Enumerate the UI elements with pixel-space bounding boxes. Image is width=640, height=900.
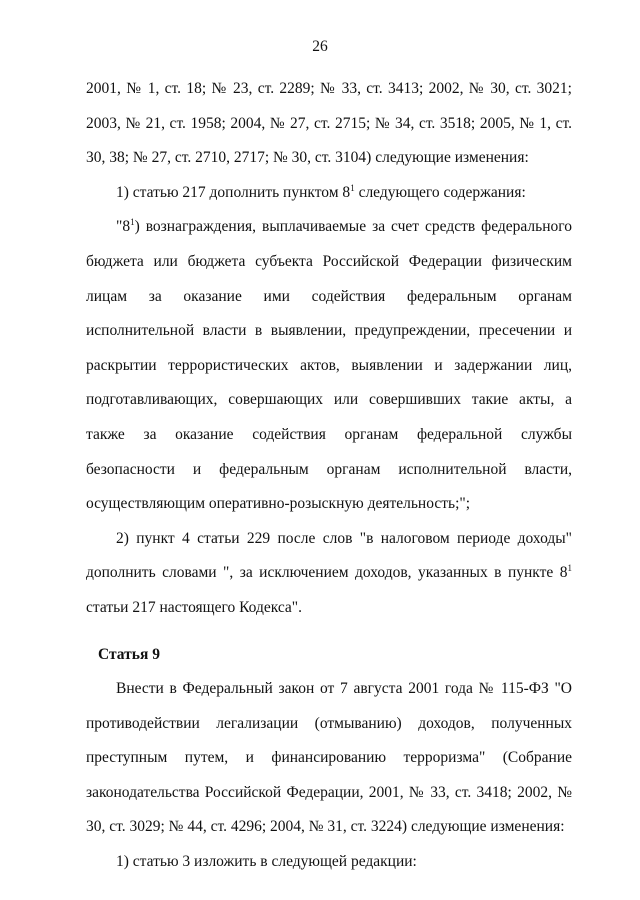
page-number: 26 [312, 38, 328, 55]
paragraph-amendment-references: 2001, № 1, ст. 18; № 23, ст. 2289; № 33, ст. 3413; 2002, № 30, ст. 3021; 2003, № 21, ст. 1958; 2004, № 27, ст. 2715; № 34, ст. 3518; 2005, № 1, ст. 30, 38; № 27, ст. 2710, 2717; № 30, ст. 3104) следующие изменения: [86, 80, 572, 167]
paragraph-item-1 [86, 176, 572, 211]
quoted-clause-text: ) вознаграждения, выплачиваемые за счет средств федерального бюджета или бюджета субъекта Российской Федерации физическим лицам за оказание ими содействия федеральным органам исполнительной власти в выявлении, предупреждении, пресечении и раскрытии террористических актов, выявлении и задержании лиц, подготавливающих, совершающих или совершивших такие акты, а также за оказание содействия органам федеральной службы безопасности и федеральным органам исполнительной власти, осуществляющим оперативно-розыскную деятельность;"; [86, 218, 572, 513]
article-heading: Статья 9 [98, 645, 160, 663]
paragraph-item-1-text-start: 1) статью 217 дополнить пунктом 8 [116, 183, 351, 201]
superscript-marker: 1 [130, 217, 135, 228]
quoted-clause-number: "8 [116, 218, 131, 236]
superscript-marker: 1 [567, 563, 572, 574]
paragraph-article-9-intro: Внести в Федеральный закон от 7 августа 2001 года № 115-ФЗ "О противодействии легализации (отмыванию) доходов, полученных преступным путем, и финансированию терроризма" (Собрание законодательства Российской Федерации, 2001, № 33, ст. 3418; 2002, № 30, ст. 3029; № 44, ст. 4296; 2004, № 31, ст. 3224) следующие изменения: [86, 680, 572, 836]
paragraph-article-9-item-1: 1) статью 3 изложить в следующей редакции: [116, 853, 417, 871]
paragraph-item-1-text-end: следующего содержания: [354, 183, 526, 201]
paragraph-item-2-text-end: статьи 217 настоящего Кодекса". [86, 598, 303, 616]
paragraph-item-2 [86, 522, 572, 626]
superscript-marker: 1 [350, 182, 355, 193]
paragraph-quoted-clause [86, 210, 572, 521]
document-body [86, 72, 572, 880]
paragraph-item-2-text-start: 2) пункт 4 статьи 229 после слов "в налоговом периоде доходы" дополнить словами ", за исключением доходов, указанных в пункте 8 [86, 529, 572, 582]
